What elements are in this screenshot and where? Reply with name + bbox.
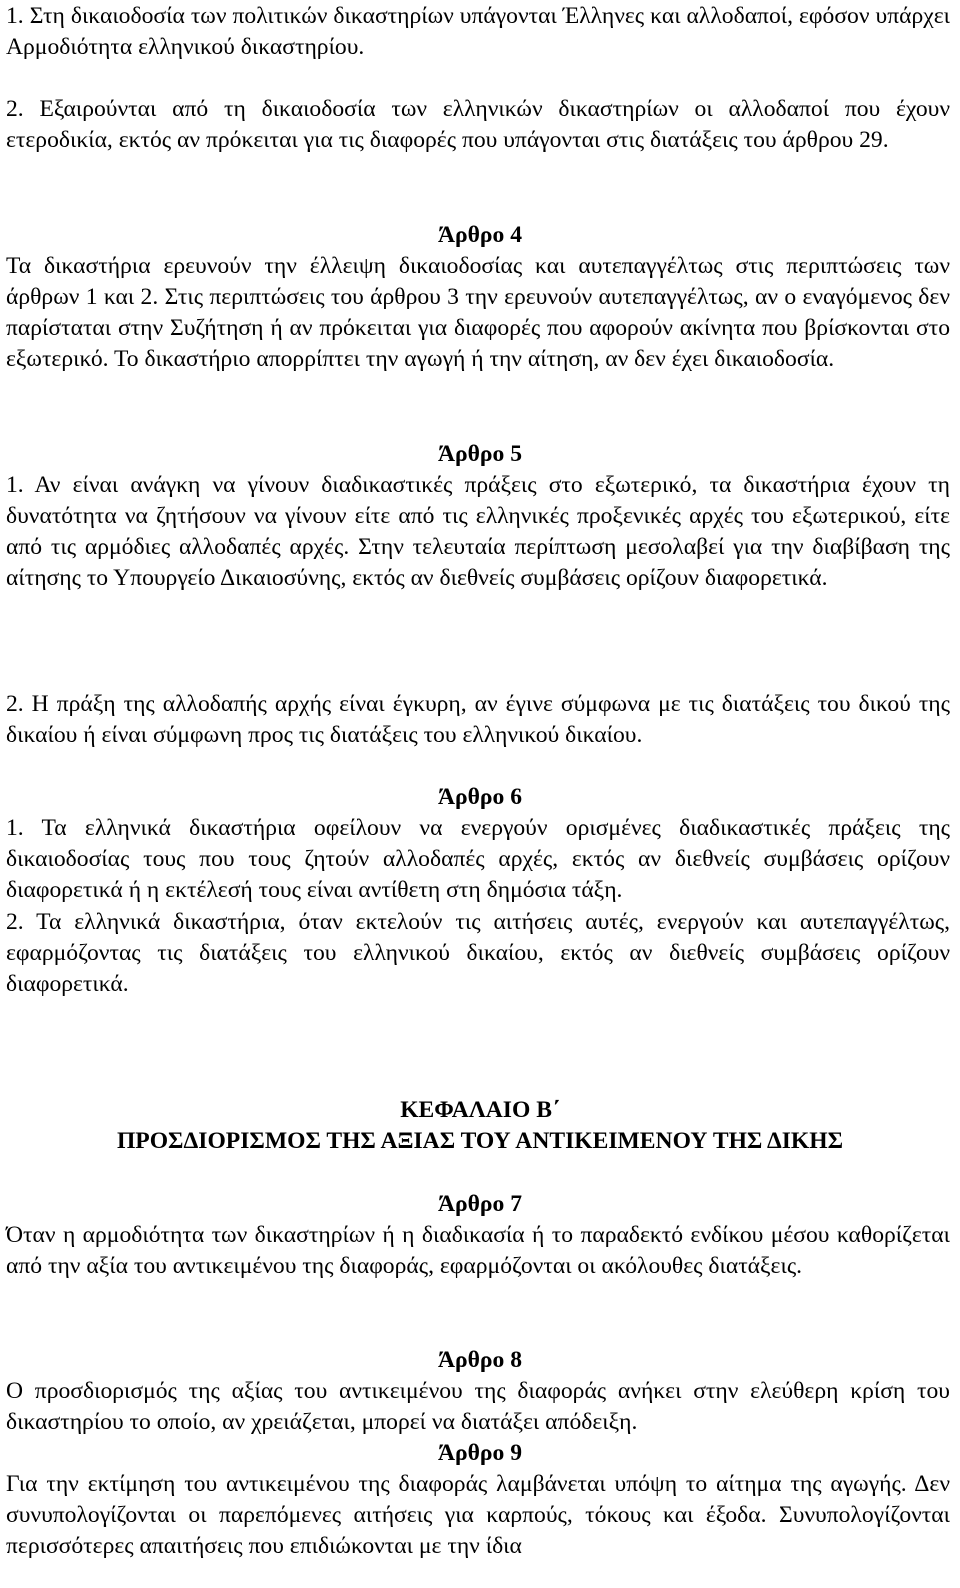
chapter-title: ΚΕΦΑΛΑΙΟ Β΄	[400, 1097, 560, 1123]
article-5-paragraph-2: 2. Η πράξη της αλλοδαπής αρχής είναι έγκυρη, αν έγινε σύμφωνα με τις διατάξεις του δικού της δικαίου ή είναι σύμφωνη προς τις διατάξεις του ελληνικού δικαίου.	[6, 691, 950, 748]
article-4-text: Τα δικαστήρια ερευνούν την έλλειψη δικαιοδοσίας και αυτεπαγγέλτως στις περιπτώσεις των άρθρων 1 και 2. Στις περιπτώσεις του άρθρου 3 την ερευνούν αυτεπαγγέλτως, αν ο εναγόμενος δεν παρίσταται στην Συζήτηση ή αν πρόκειται για διαφορές που αφορούν ακίνητα που βρίσκονται στο εξωτερικό. Το δικαστήριο απορρίπτει την αγωγή ή την αίτηση, αν δεν έχει δικαιοδοσία.	[6, 253, 950, 372]
article-5-paragraph-1: 1. Αν είναι ανάγκη να γίνουν διαδικαστικές πράξεις στο εξωτερικό, τα δικαστήρια έχουν τη δυνατότητα να ζητήσουν να γίνουν είτε από τις ελληνικές προξενικές αρχές του εξωτερικού, είτε από τις αρμόδιες αλλοδαπές αρχές. Στην τελευταία περίπτωση μεσολαβεί για την διαβίβαση της αίτησης το Υπουργείο Δικαιοσύνης, εκτός αν διεθνείς συμβάσεις ορίζουν διαφορετικά.	[6, 472, 950, 591]
article-9-text: Για την εκτίμηση του αντικειμένου της διαφοράς λαμβάνεται υπόψη το αίτημα της αγωγής. Δεν συνυπολογίζονται οι παρεπόμενες αιτήσεις για καρπούς, τόκους και έξοδα. Συνυπολογίζονται περισσότερες απαιτήσεις που επιδιώκονται με την ίδια	[6, 1471, 950, 1559]
article-9-heading: Άρθρο 9	[437, 1440, 523, 1466]
article-8-text: Ο προσδιορισμός της αξίας του αντικειμένου της διαφοράς ανήκει στην ελεύθερη κρίση του δικαστηρίου το οποίο, αν χρειάζεται, μπορεί να διατάξει απόδειξη.	[6, 1378, 950, 1435]
article-6-paragraph-2: 2. Τα ελληνικά δικαστήρια, όταν εκτελούν τις αιτήσεις αυτές, ενεργούν και αυτεπαγγέλτως, εφαρμόζοντας τις διατάξεις του ελληνικού δικαίου, εκτός αν διεθνείς συμβάσεις ορίζουν διαφορετικά.	[6, 909, 950, 997]
article-8-heading: Άρθρο 8	[437, 1347, 523, 1373]
article-7-heading: Άρθρο 7	[437, 1191, 523, 1217]
article-4-heading: Άρθρο 4	[437, 222, 523, 248]
article-7-text: Όταν η αρμοδιότητα των δικαστηρίων ή η διαδικασία ή το παραδεκτό ενδίκου μέσου καθορίζεται από την αξία του αντικειμένου της διαφοράς, εφαρμόζονται οι ακόλουθες διατάξεις.	[6, 1222, 950, 1279]
paragraph-1: 1. Στη δικαιοδοσία των πολιτικών δικαστηρίων υπάγονται Έλληνες και αλλοδαποί, εφόσον υπάρχει Αρμοδιότητα ελληνικού δικαστηρίου.	[6, 3, 950, 60]
article-5-heading: Άρθρο 5	[437, 441, 523, 467]
article-6-paragraph-1: 1. Τα ελληνικά δικαστήρια οφείλουν να ενεργούν ορισμένες διαδικαστικές πράξεις της δικαιοδοσίας τους που τους ζητούν αλλοδαπές αρχές, εκτός αν διεθνείς συμβάσεις ορίζουν διαφορετικά ή η εκτέλεσή τους είναι αντίθετη στη δημόσια τάξη.	[6, 815, 950, 903]
chapter-subtitle: ΠΡΟΣΔΙΟΡΙΣΜΟΣ ΤΗΣ ΑΞΙΑΣ ΤΟΥ ΑΝΤΙΚΕΙΜΕΝΟΥ ΤΗΣ ΔΙΚΗΣ	[116, 1128, 844, 1154]
paragraph-2: 2. Εξαιρούνται από τη δικαιοδοσία των ελληνικών δικαστηρίων οι αλλοδαποί που έχουν ετεροδικία, εκτός αν πρόκειται για τις διαφορές που υπάγονται στις διατάξεις του άρθρου 29.	[6, 96, 950, 153]
article-6-heading: Άρθρο 6	[437, 784, 523, 810]
